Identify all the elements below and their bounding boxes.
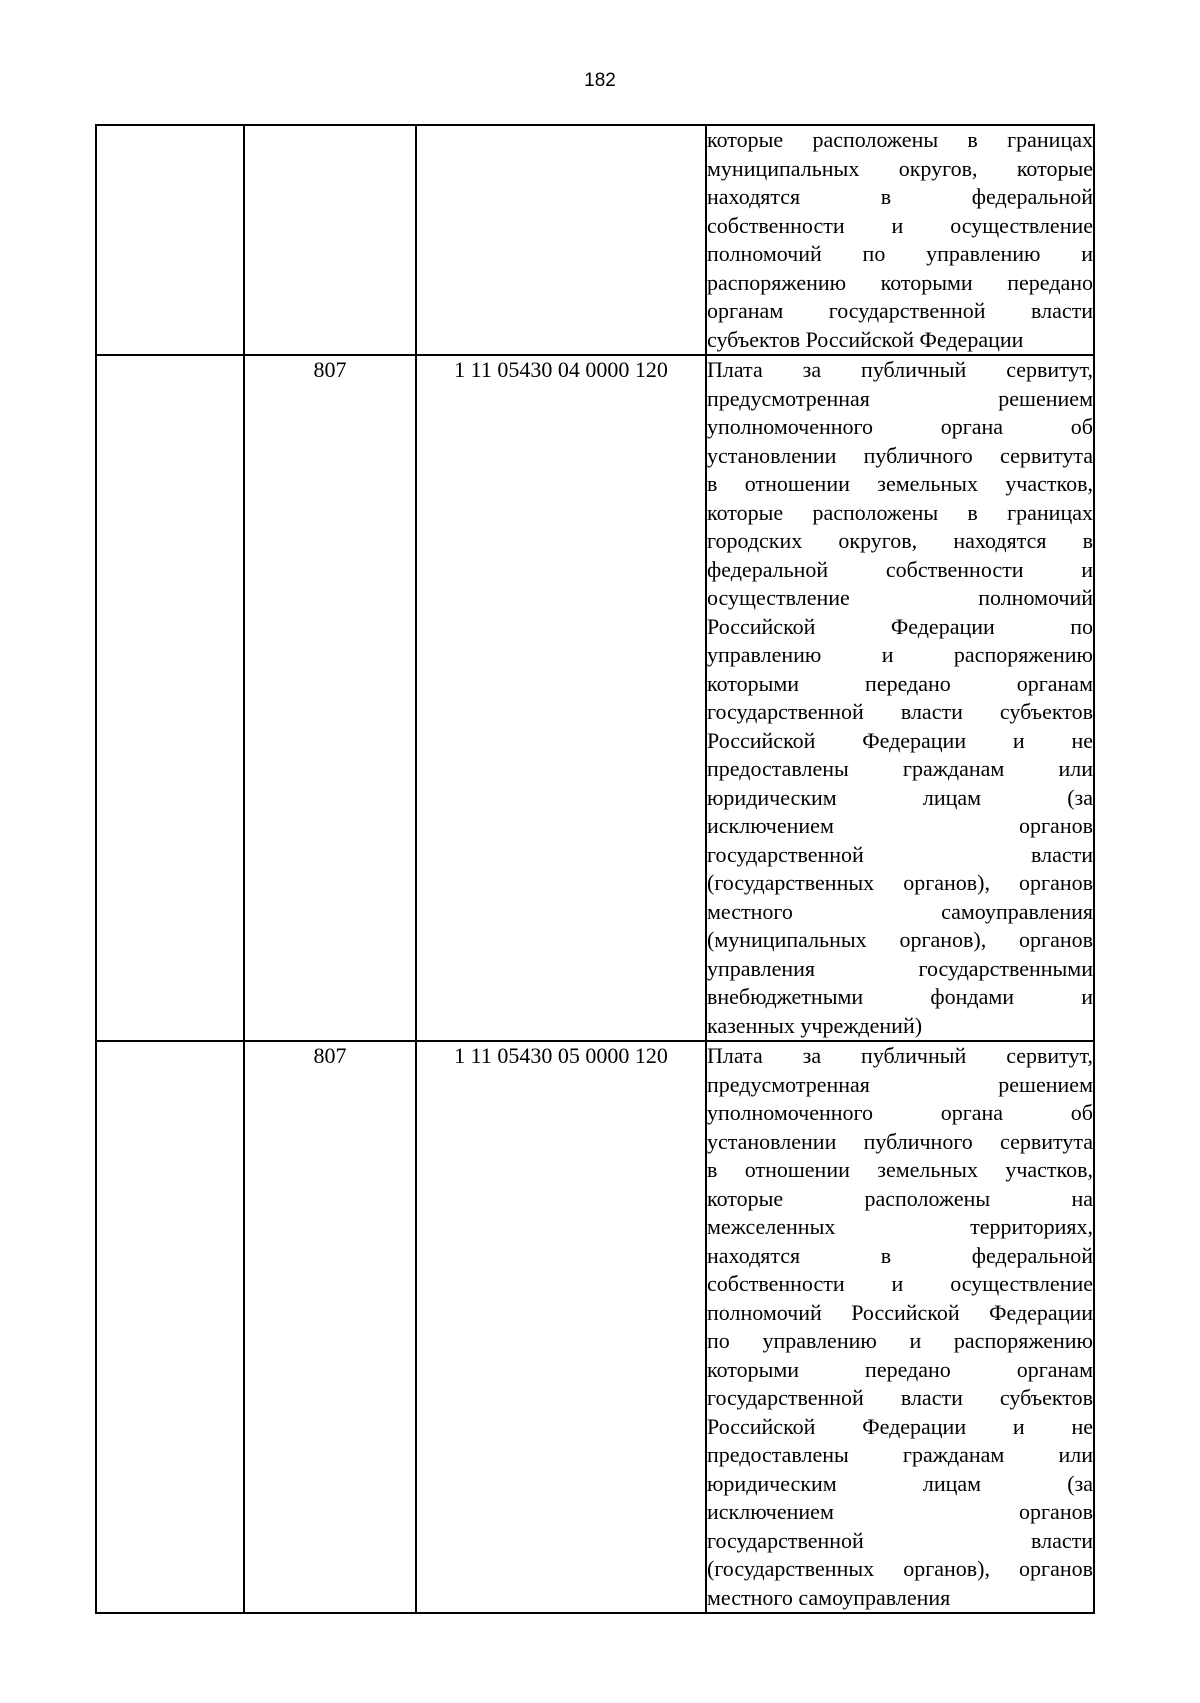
description-line: предусмотренная решением [707,1071,1093,1097]
kbk-code-cell: 1 11 05430 04 0000 120 [416,355,706,1041]
description-line: юридическим лицам (за [707,1470,1093,1496]
description-line: собственности и осуществление [707,212,1093,238]
empty-cell [96,1041,244,1613]
budget-codes-table [95,124,1095,1614]
description-line: государственной власти [707,841,1093,867]
description-line: предоставлены гражданам или [707,756,1093,781]
description-line: казенных учреждений) [707,1012,923,1038]
description-line: осуществление полномочий [707,585,1093,610]
page-number: 182 [584,70,616,91]
description-line: Плата за публичный сервитут, [707,1043,1093,1068]
admin-code-cell [244,125,416,355]
description-line: государственной власти субъектов [707,1385,1093,1410]
table-row [96,125,1094,355]
description-line: полномочий Российской Федерации [707,1299,1093,1325]
description-line: (государственных органов), органов [707,1556,1093,1581]
description-line: которые расположены на [707,1185,1093,1211]
description-line: городских округов, находятся в [707,528,1093,553]
description-line: установлении публичного сервитута [707,1128,1093,1154]
description-line: предусмотренная решением [707,385,1093,411]
description-line: (муниципальных органов), органов [707,927,1093,952]
description-line: Плата за публичный сервитут, [707,357,1093,382]
description-line: (государственных органов), органов [707,870,1093,895]
description-line: федеральной собственности и [707,556,1093,582]
description-line: уполномоченного органа об [707,1100,1093,1125]
description-line: находятся в федеральной [707,1242,1093,1268]
description-line: которые расположены в границах [707,127,1093,152]
description-line: управлению и распоряжению [707,642,1093,667]
description-line: управления государственными [707,955,1093,981]
description-line: исключением органов [707,1499,1093,1524]
kbk-code-cell: 1 11 05430 05 0000 120 [416,1041,706,1613]
description-line: субъектов Российской Федерации [707,326,1024,352]
table-row [96,355,1094,1041]
table-row [96,1041,1094,1613]
description-line: по управлению и распоряжению [707,1328,1093,1353]
description-line: в отношении земельных участков, [707,1157,1093,1182]
description-line: полномочий по управлению и [707,241,1093,266]
description-line: исключением органов [707,813,1093,838]
description-line: установлении публичного сервитута [707,442,1093,468]
description-line: юридическим лицам (за [707,784,1093,810]
description-line: собственности и осуществление [707,1271,1093,1296]
description-cell [706,355,1094,1041]
description-line: органам государственной власти [707,298,1093,323]
description-line: уполномоченного органа об [707,414,1093,439]
description-line: внебюджетными фондами и [707,984,1093,1009]
description-line: муниципальных округов, которые [707,155,1093,181]
description-cell [706,125,1094,355]
empty-cell [96,355,244,1041]
description-line: Российской Федерации по [707,613,1093,639]
description-line: в отношении земельных участков, [707,471,1093,496]
admin-code-cell: 807 [244,355,416,1041]
description-line: находятся в федеральной [707,184,1093,209]
description-line: которыми передано органам [707,670,1093,696]
description-line: распоряжению которыми передано [707,269,1093,295]
description-line: которыми передано органам [707,1356,1093,1382]
description-line: государственной власти субъектов [707,699,1093,724]
description-line: Российской Федерации и не [707,727,1093,753]
description-cell [706,1041,1094,1613]
description-line: которые расположены в границах [707,499,1093,525]
admin-code-cell: 807 [244,1041,416,1613]
description-line: местного самоуправления [707,1584,951,1610]
empty-cell [96,125,244,355]
description-line: государственной власти [707,1527,1093,1553]
description-line: межселенных территориях, [707,1214,1093,1239]
description-line: Российской Федерации и не [707,1413,1093,1439]
description-line: местного самоуправления [707,898,1093,924]
kbk-code-cell [416,125,706,355]
description-line: предоставлены гражданам или [707,1442,1093,1467]
